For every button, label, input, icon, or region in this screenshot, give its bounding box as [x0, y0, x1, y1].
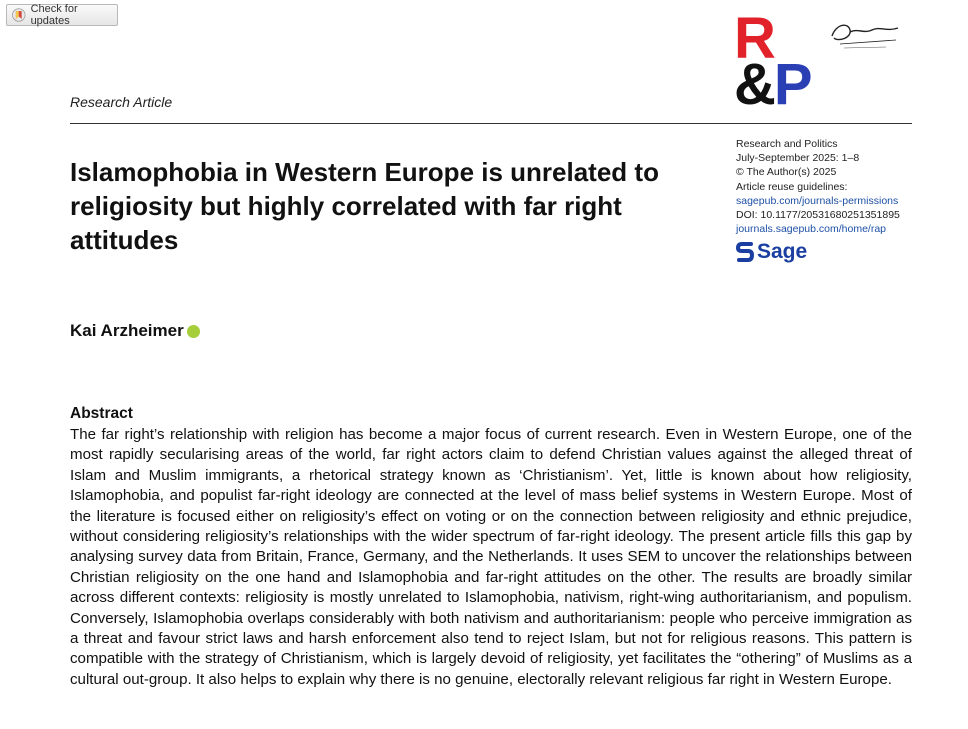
logo-ampersand: &: [734, 52, 774, 117]
journal-info: [736, 137, 900, 236]
orcid-icon[interactable]: [187, 325, 200, 338]
article-type: Research Article: [70, 94, 173, 110]
article-title: Islamophobia in Western Europe is unrelated to religiosity but highly correlated with far right attitudes: [70, 157, 659, 255]
abstract-text: The far right’s relationship with religion has become a major focus of current research. Even in Western Europe, one of the most rapidly secularising areas of the world, far right actors claim to defend Christian values against the alleged threat of Islam and Muslim immigrants, a rhetorical strategy known as ‘Christianism’. Yet, little is known about how religiosity, Islamophobia, and populist far-right ideology are connected at the level of mass belief systems in Western Europe. Most of the literature is focused either on religiosity’s effect on voting or on the connection between religiosity and ethnic prejudice, without considering religiosity’s relationships with the wider spectrum of far-right ideology. The present article fills this gap by analysing survey data from Britain, France, Germany, and the Netherlands. It uses SEM to uncover the relationships between Christian religiosity on the one hand and Islamophobia and far-right attitudes on the other. The results are broadly similar across different contexts: religiosity is mostly unrelated to Islamophobia, nativism, right-wing authoritarianism, and populism. Conversely, Islamophobia overlaps considerably with both nativism and authoritarianism: people who perceive immigration as a threat and favour strict laws and harsh enforcement also tend to reject Islam, but not for religious reasons. This pattern is compatible with the strategy of Christianism, which is largely devoid of religiosity, yet facilitates the “othering” of Muslims as a cultural out-group. It also helps to explain why there is no genuine, electorally relevant religious far right in Western Europe.: [70, 426, 912, 688]
abstract-heading: Abstract: [70, 405, 133, 422]
journal-name: Research and Politics: [736, 138, 838, 150]
carnegie-logo: [826, 18, 904, 58]
copyright: © The Author(s) 2025: [736, 166, 837, 179]
logo-r: R: [734, 6, 774, 71]
reuse-label: Article reuse guidelines:: [736, 180, 848, 193]
permissions-link[interactable]: sagepub.com/journals-permissions: [736, 194, 899, 207]
sage-logo: [736, 240, 807, 264]
doi: DOI: 10.1177/20531680251351895: [736, 209, 900, 222]
crossmark-icon: [12, 8, 26, 22]
sage-name: Sage: [757, 240, 808, 263]
header-rule: [70, 123, 912, 124]
issue-info: July-September 2025: 1–8: [736, 152, 860, 165]
journal-logo: [734, 6, 811, 117]
author-name[interactable]: Kai Arzheimer: [70, 321, 184, 340]
author-line: [70, 321, 200, 341]
journal-home-link[interactable]: journals.sagepub.com/home/rap: [736, 223, 887, 236]
check-for-updates-button[interactable]: [6, 4, 118, 26]
check-for-updates-label: Check for updates: [30, 3, 78, 27]
sage-s-icon: [736, 241, 754, 263]
logo-p: P: [773, 52, 811, 117]
